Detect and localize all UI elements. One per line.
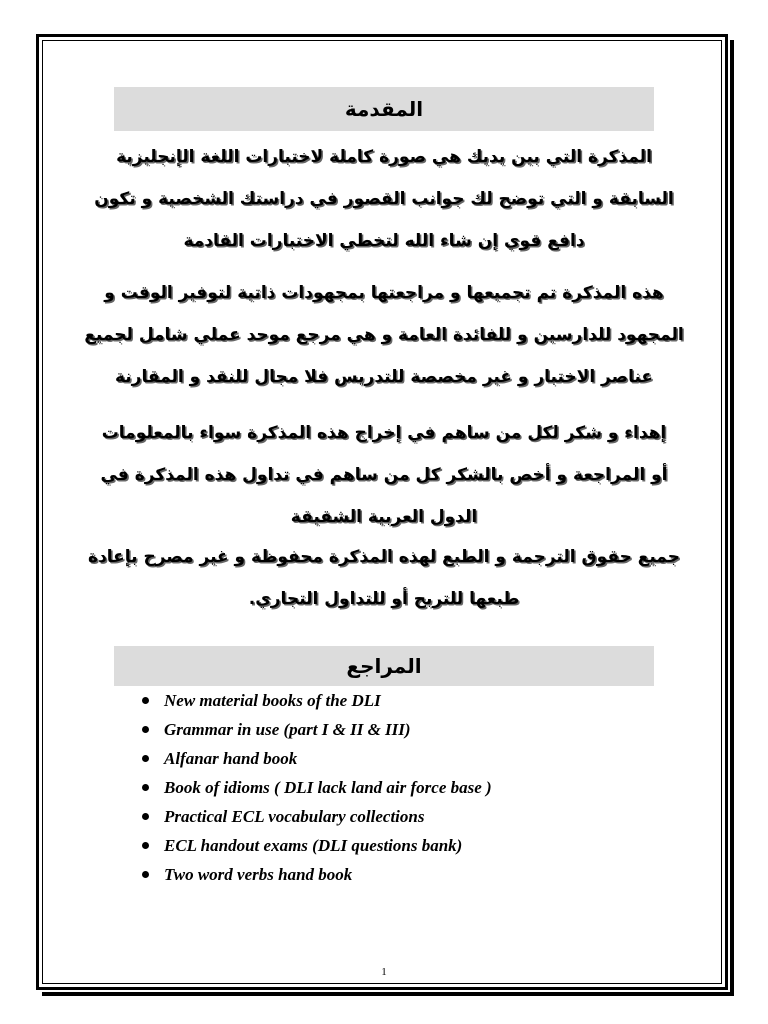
bullet-icon [142, 813, 149, 820]
intro-paragraph-3-line-2: أو المراجعة و أخص بالشكر كل من ساهم في تداول هذه المذكرة في [100, 465, 668, 485]
reference-text: Practical ECL vocabulary collections [164, 807, 425, 826]
reference-text: ECL handout exams (DLI questions bank) [164, 836, 463, 855]
intro-paragraph-4 [66, 536, 702, 620]
reference-text: Alfanar hand book [164, 749, 298, 768]
bullet-icon [142, 726, 149, 733]
bullet-icon [142, 871, 149, 878]
bullet-icon [142, 697, 149, 704]
references-list [140, 686, 492, 889]
intro-paragraph-1 [66, 136, 702, 262]
bullet-icon [142, 784, 149, 791]
intro-heading: المقدمة [114, 87, 654, 131]
references-list-item [140, 802, 492, 831]
references-list-item [140, 686, 492, 715]
reference-text: Book of idioms ( DLI lack land air force base ) [164, 778, 492, 797]
intro-paragraph-1-line-1: المذكرة التي بين يديك هي صورة كاملة لاختبارات اللغة الإنجليزية [116, 147, 652, 167]
intro-paragraph-3-line-1: إهداء و شكر لكل من ساهم في إخراج هذه المذكرة سواء بالمعلومات [101, 423, 667, 443]
references-list-item [140, 831, 492, 860]
intro-paragraph-4-line-2: طبعها للتربح أو للتداول التجاري. [248, 589, 520, 609]
references-list-item [140, 744, 492, 773]
intro-paragraph-3-line-3: الدول العربية الشقيقة [290, 507, 478, 527]
intro-paragraph-1-line-2: السابقة و التي توضح لك جوانب القصور في دراستك الشخصية و تكون [94, 189, 674, 209]
references-heading: المراجع [114, 646, 654, 686]
references-list-item [140, 773, 492, 802]
page-number: 1 [381, 966, 387, 978]
intro-paragraph-2-line-1: هذه المذكرة تم تجميعها و مراجعتها بمجهودات ذاتية لتوفير الوقت و [104, 283, 664, 303]
intro-paragraph-3 [66, 412, 702, 538]
reference-text: Grammar in use (part I & II & III) [164, 720, 411, 739]
references-list-item [140, 860, 492, 889]
intro-paragraph-2-line-2: المجهود للدارسين و للفائدة العامة و هي مرجع موحد عملي شامل لجميع [84, 325, 684, 345]
bullet-icon [142, 755, 149, 762]
bullet-icon [142, 842, 149, 849]
intro-paragraph-4-line-1: جميع حقوق الترجمة و الطبع لهذه المذكرة محفوظة و غير مصرح بإعادة [88, 547, 680, 567]
intro-paragraph-2 [66, 272, 702, 398]
intro-paragraph-1-line-3: دافع قوي إن شاء الله لتخطي الاختبارات القادمة [183, 231, 585, 251]
reference-text: Two word verbs hand book [164, 865, 353, 884]
intro-paragraph-2-line-3: عناصر الاختبار و غير مخصصة للتدريس فلا مجال للنقد و المقارنة [114, 367, 653, 387]
references-list-item [140, 715, 492, 744]
reference-text: New material books of the DLI [164, 691, 381, 710]
